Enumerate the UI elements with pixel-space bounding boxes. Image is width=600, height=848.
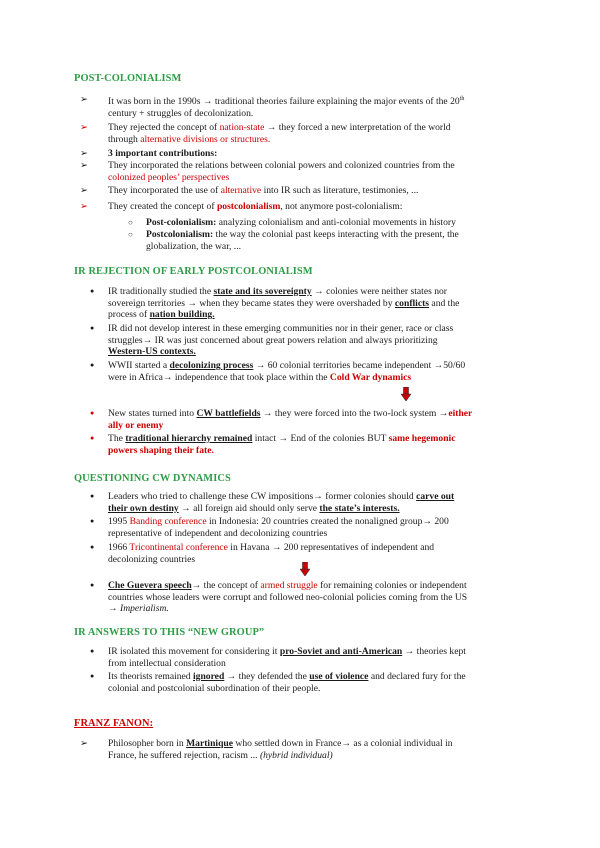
text: → they were forced into the two-lock system → [260, 408, 449, 419]
dot-bullet-icon: ● [90, 647, 95, 655]
heading-franz-fanon: FRANZ FANON: [74, 718, 154, 729]
text: → they defended the [224, 671, 310, 682]
text: → [108, 603, 120, 615]
text: th [459, 96, 465, 102]
text: ignored [193, 671, 225, 682]
dot-bullet-icon: ● [90, 543, 95, 551]
dot-bullet-icon: ● [90, 324, 95, 332]
text: decolonizing countries [108, 553, 196, 565]
text: France, he suffered rejection, racism ... [108, 749, 260, 761]
text: They incorporated the use of [108, 185, 221, 196]
text: century + struggles of decolonization. [108, 107, 254, 119]
text: nation building. [149, 309, 215, 321]
text: powers shaping their fate. [108, 444, 214, 456]
text: , not anymore post-colonialism: [280, 201, 403, 212]
text: intact → End of the colonies BUT [252, 433, 389, 444]
text: globalization, the war, ... [146, 240, 241, 252]
text: The [108, 433, 126, 444]
arrow-bullet-icon: ➢ [80, 94, 89, 105]
dot-bullet-icon: ● [90, 672, 95, 680]
arrow-bullet-icon: ➢ [80, 122, 89, 133]
text: through [108, 133, 141, 145]
text: carve out [416, 491, 455, 502]
text: → all foreign aid should only serve [178, 502, 320, 514]
text: Leaders who tried to challenge these CW impositions→ former colonies should [108, 491, 417, 502]
down-arrow-icon [300, 562, 310, 576]
text: same hegemonic [388, 433, 456, 444]
text: ally or enemy [108, 419, 164, 431]
text: Che Guevera speech [108, 580, 192, 591]
dot-bullet-icon: ● [90, 492, 95, 500]
text: either [448, 408, 473, 419]
down-arrow-icon [401, 387, 411, 401]
dot-bullet-icon: ● [90, 409, 95, 417]
arrow-bullet-icon: ➢ [80, 738, 89, 749]
text: 1995 [108, 516, 130, 527]
text: armed struggle [260, 580, 318, 591]
text: and declared fury for the [368, 671, 466, 682]
text: → theories kept [402, 646, 466, 657]
heading-postcolonialism: POST-COLONIALISM [74, 73, 182, 84]
text: CW battlefields [196, 408, 261, 419]
text: state and its sovereignty [213, 286, 312, 297]
text: postcolonialism [216, 201, 281, 212]
text: their own destiny [108, 502, 179, 514]
text: sovereign territories → when they became states they were overshaded by [108, 297, 395, 309]
text: Its theorists remained [108, 671, 193, 682]
circle-bullet-icon: ○ [128, 230, 133, 239]
text: It was born in the 1990s → traditional theories failure explaining the major events of the 20 [108, 96, 460, 108]
text: were in Africa→ independence that took place within the [108, 371, 330, 383]
heading-ir-rejection: IR REJECTION OF EARLY POSTCOLONIALISM [74, 266, 313, 277]
text: and the [429, 297, 460, 309]
dot-bullet-icon: ● [90, 287, 95, 295]
text: Cold War dynamics [329, 371, 412, 383]
text: colonial and postcolonial subordination of their people. [108, 682, 321, 694]
text: for remaining colonies or independent [317, 580, 467, 591]
text: IR isolated this movement for considering it [108, 646, 280, 657]
text: the state’s interests. [319, 502, 400, 514]
text: → the concept of [191, 580, 261, 591]
text: Tricontinental conference [129, 542, 228, 553]
text: traditional hierarchy remained [125, 433, 253, 444]
text: 1966 [108, 542, 130, 553]
dot-bullet-icon: ● [90, 517, 95, 525]
text: Postcolonialism: [146, 229, 214, 240]
text: nation-state [219, 122, 265, 133]
text: in Havana → 200 representatives of independent and [227, 542, 435, 553]
text: Post-colonialism: [146, 217, 217, 228]
text: who settled down in France→ as a colonial individual in [233, 738, 453, 749]
text: struggles→ IR was just concerned about great powers relation and always prioritizing [108, 334, 438, 346]
text: 3 important contributions: [108, 148, 218, 159]
text: conflicts [394, 297, 430, 309]
text: alternative [220, 185, 262, 196]
text: (hybrid individual) [259, 749, 333, 761]
text: IR did not develop interest in these emerging communities nor in their gener, race or class [108, 323, 454, 334]
text: from intellectual consideration [108, 657, 226, 669]
arrow-bullet-icon: ➢ [80, 160, 89, 171]
text: WWII started a [108, 360, 170, 371]
arrow-bullet-icon: ➢ [80, 148, 89, 159]
text: use of violence [309, 671, 369, 682]
text: → 60 colonial territories became independent →50/60 [253, 360, 466, 371]
heading-questioning: QUESTIONING CW DYNAMICS [74, 473, 231, 484]
text: representative of independent and decolonizing countries [108, 527, 328, 539]
text: Martinique [186, 738, 233, 749]
text: They rejected the concept of [108, 122, 220, 133]
text: colonized peoples’ perspectives [108, 171, 230, 183]
heading-ir-answers: IR ANSWERS TO THIS “NEW GROUP” [74, 627, 265, 638]
text: Philosopher born in [108, 738, 187, 749]
arrow-bullet-icon: ➢ [80, 201, 89, 212]
text: Western-US contexts. [108, 346, 196, 358]
text: alternative divisions or structures. [140, 133, 271, 145]
text: They created the concept of [108, 201, 217, 212]
dot-bullet-icon: ● [90, 434, 95, 442]
arrow-bullet-icon: ➢ [80, 185, 89, 196]
dot-bullet-icon: ● [90, 581, 95, 589]
text: in Indonesia: 20 countries created the nonaligned group→ 200 [206, 516, 449, 527]
text: into IR such as literature, testimonies, ... [261, 185, 419, 196]
text: analyzing colonialism and anti-colonial movements in history [216, 217, 456, 228]
text: Imperialism. [120, 603, 169, 615]
text: IR traditionally studied the [108, 286, 214, 297]
text: process of [108, 309, 150, 321]
text: the way the colonial past keeps interacting with the present, the [213, 229, 459, 240]
text: → colonies were neither states nor [311, 286, 448, 297]
text: pro-Soviet and anti-American [279, 646, 403, 657]
text: countries whose leaders were corrupt and followed neo-colonial policies coming from the US [108, 591, 468, 603]
circle-bullet-icon: ○ [128, 218, 133, 227]
dot-bullet-icon: ● [90, 361, 95, 369]
text: Banding conference [129, 516, 207, 527]
text: They incorporated the relations between colonial powers and colonized countries from the [108, 160, 455, 171]
text: decolonizing process [169, 360, 254, 371]
text: New states turned into [108, 408, 197, 419]
text: → they forced a new interpretation of the world [264, 122, 451, 133]
